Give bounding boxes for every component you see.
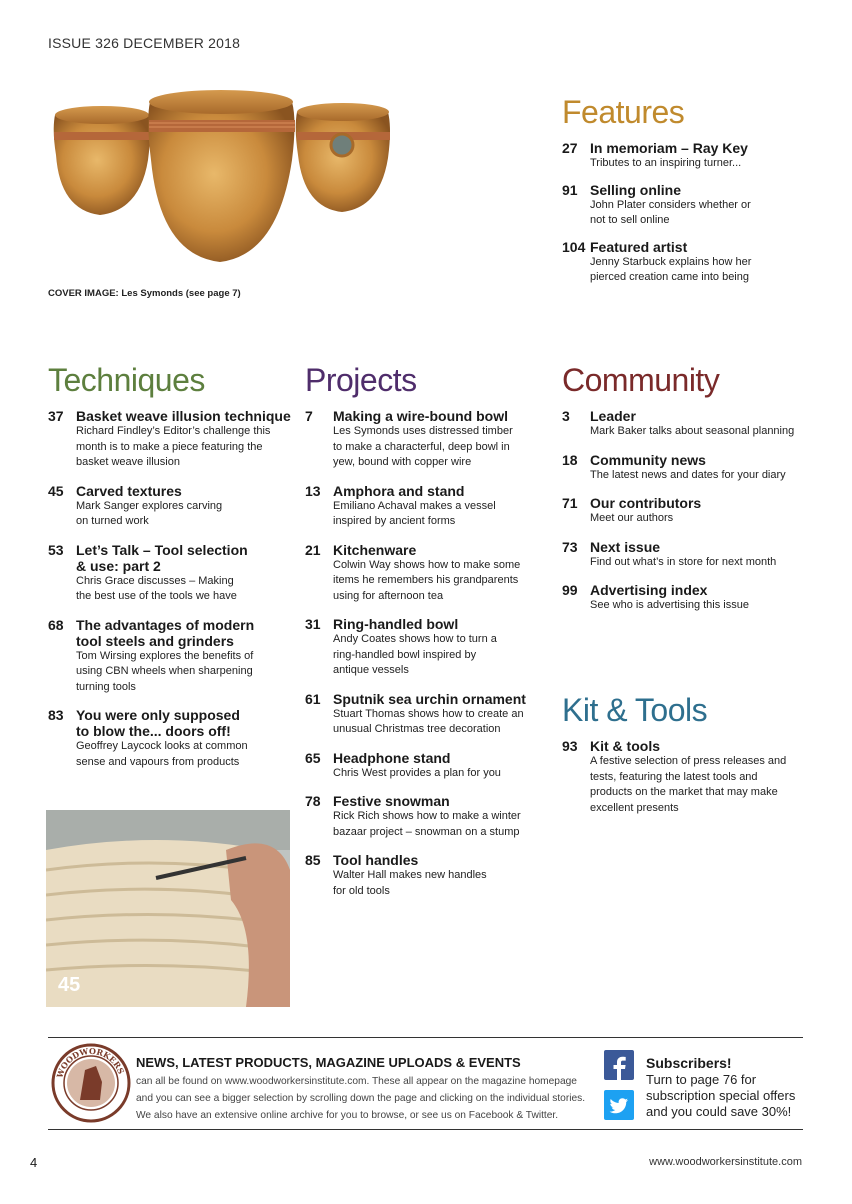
entry-title: Sputnik sea urchin ornament xyxy=(333,690,526,707)
entry-title: Our contributors xyxy=(590,495,702,511)
facebook-icon[interactable] xyxy=(604,1050,634,1080)
woodworkers-institute-seal-logo xyxy=(50,1042,132,1124)
toc-entry[interactable] xyxy=(562,182,832,229)
entry-description: Walter Hall makes new handles for old tools xyxy=(333,869,487,897)
projects-title: Projects xyxy=(305,362,417,398)
entry-title: Kitchenware xyxy=(333,541,417,558)
entry-description: Chris Grace discusses – Making the best use of the tools we have xyxy=(76,574,237,602)
entry-description: Stuart Thomas shows how to create an unusual Christmas tree decoration xyxy=(333,707,524,735)
toc-entry[interactable] xyxy=(48,542,293,605)
page-number: 37 xyxy=(48,408,64,424)
entry-description: Tom Wirsing explores the benefits of using CBN wheels when sharpening turning tools xyxy=(76,649,254,693)
entry-title: Community news xyxy=(590,451,706,468)
entry-title: Advertising index xyxy=(590,582,708,598)
techniques-title: Techniques xyxy=(48,362,205,398)
toc-entry[interactable] xyxy=(562,239,832,286)
subscribers-heading: Subscribers! xyxy=(646,1055,732,1071)
entry-title: Amphora and stand xyxy=(333,482,465,499)
community-title: Community xyxy=(562,362,720,398)
toc-entry[interactable] xyxy=(305,542,550,605)
toc-entry[interactable] xyxy=(562,738,822,816)
page-number: 93 xyxy=(562,738,578,754)
entry-title: You were only supposed to blow the... doors off! xyxy=(76,707,240,739)
page-number: 31 xyxy=(305,616,321,632)
entry-title: Making a wire-bound bowl xyxy=(333,408,508,424)
entry-description: The latest news and dates for your diary xyxy=(590,468,786,481)
carving-photo xyxy=(46,810,290,1007)
entry-title: Headphone stand xyxy=(333,749,451,766)
toc-entry[interactable] xyxy=(48,483,293,530)
entry-title: Featured artist xyxy=(590,238,688,255)
toc-entry[interactable] xyxy=(305,616,550,679)
entry-title: Basket weave illusion technique xyxy=(76,408,291,424)
toc-entry[interactable] xyxy=(305,483,550,530)
news-heading: NEWS, LATEST PRODUCTS, MAGAZINE UPLOADS & EVENTS xyxy=(136,1055,521,1070)
cover-image xyxy=(20,80,420,280)
entry-title: Festive snowman xyxy=(333,793,450,809)
entry-title: Ring-handled bowl xyxy=(333,616,459,632)
page-number: 83 xyxy=(48,707,64,723)
subscribers-body: Turn to page 76 for subscription special offers and you could save 30%! xyxy=(646,1072,796,1119)
page-number: 61 xyxy=(305,690,321,707)
page-number: 85 xyxy=(305,852,321,868)
page-number: 91 xyxy=(562,181,578,198)
page-number: 3 xyxy=(562,408,570,424)
entry-description: Colwin Way shows how to make some items he remembers his grandparents using for afternoon tea xyxy=(333,558,521,602)
entry-title: The advantages of modern tool steels and grinders xyxy=(76,616,255,649)
page-number: 78 xyxy=(305,793,321,809)
entry-description: John Plater considers whether or not to sell online xyxy=(590,198,751,226)
features-title: Features xyxy=(562,94,685,130)
page-number: 53 xyxy=(48,541,64,558)
page-number: 45 xyxy=(48,482,64,499)
toc-entry[interactable] xyxy=(48,408,293,471)
photo-page-label: 45 xyxy=(58,974,81,996)
entry-description: Rick Rich shows how to make a winter bazaar project – snowman on a stump xyxy=(333,810,521,838)
page-number-footer: 4 xyxy=(30,1155,38,1170)
community-section xyxy=(562,364,822,626)
issue-line: ISSUE 326 DECEMBER 2018 xyxy=(48,35,241,51)
entry-description: Find out what’s in store for next month xyxy=(590,555,777,568)
entry-title: Selling online xyxy=(590,181,682,198)
entry-title: Tool handles xyxy=(333,852,419,868)
toc-entry[interactable] xyxy=(562,408,822,440)
entry-description: Emiliano Achaval makes a vessel inspired by ancient forms xyxy=(333,499,496,527)
entry-description: Les Symonds uses distressed timber to make a characterful, deep bowl in yew, bound with copper wire xyxy=(333,425,513,468)
svg-text:WOODWORKERS: WOODWORKERS xyxy=(54,1045,127,1080)
toc-entry[interactable] xyxy=(305,750,550,782)
page-number: 21 xyxy=(305,541,321,558)
entry-title: Leader xyxy=(590,408,636,424)
page-number: 7 xyxy=(305,408,313,424)
techniques-section xyxy=(48,364,293,782)
toc-entry[interactable] xyxy=(48,707,293,770)
toc-entry[interactable] xyxy=(305,852,550,899)
entry-description: Tributes to an inspiring turner... xyxy=(590,157,742,169)
entry-title: Next issue xyxy=(590,538,661,555)
toc-entry[interactable] xyxy=(305,691,550,738)
news-body: can all be found on www.woodworkersinstitute.com. These all appear on the magazine homepage and you can see a bigger selection by scrolling down the page and clicking on the individual stories. We also have an extensive online archive for you to browse, or see us on Facebook & Twitter. xyxy=(136,1076,586,1121)
entry-description: Chris West provides a plan for you xyxy=(333,766,501,779)
entry-description: Meet our authors xyxy=(590,512,674,524)
toc-entry[interactable] xyxy=(48,617,293,696)
entry-description: Mark Baker talks about seasonal planning xyxy=(590,425,795,437)
entry-description: A festive selection of press releases and tests, featuring the latest tools and products on the market that may make excellent presents xyxy=(590,755,787,814)
toc-entry[interactable] xyxy=(562,140,832,172)
entry-title: Let’s Talk – Tool selection & use: part 2 xyxy=(76,541,248,574)
entry-description: See who is advertising this issue xyxy=(590,599,749,611)
entry-description: Jenny Starbuck explains how her pierced creation came into being xyxy=(590,255,752,283)
page-number: 18 xyxy=(562,451,578,468)
toc-entry[interactable] xyxy=(562,582,822,614)
website-url[interactable]: www.woodworkersinstitute.com xyxy=(649,1156,802,1168)
page-number: 27 xyxy=(562,140,578,156)
page-number: 104 xyxy=(562,238,586,255)
kit-tools-title: Kit & Tools xyxy=(562,692,708,728)
page-number: 73 xyxy=(562,538,578,555)
page-number: 65 xyxy=(305,749,321,766)
entry-title: Kit & tools xyxy=(590,738,660,754)
toc-entry[interactable] xyxy=(562,452,822,484)
page-number: 13 xyxy=(305,482,321,499)
info-box xyxy=(48,1037,803,1130)
entry-title: Carved textures xyxy=(76,482,182,499)
entry-description: Mark Sanger explores carving on turned work xyxy=(76,499,223,527)
carving-illustration xyxy=(46,810,290,1007)
page-number: 71 xyxy=(562,495,578,511)
page-number: 68 xyxy=(48,616,64,633)
entry-description: Andy Coates shows how to turn a ring-handled bowl inspired by antique vessels xyxy=(333,633,497,676)
cover-caption: COVER IMAGE: Les Symonds (see page 7) xyxy=(48,288,241,299)
toc-entry[interactable] xyxy=(305,793,550,840)
toc-entry[interactable] xyxy=(305,408,550,471)
entry-description: Richard Findley’s Editor’s challenge this month is to make a piece featuring the basket weave illusion xyxy=(76,425,271,468)
twitter-icon[interactable] xyxy=(604,1090,634,1120)
kit-tools-section xyxy=(562,694,822,828)
toc-entry[interactable] xyxy=(562,495,822,527)
entry-title: In memoriam – Ray Key xyxy=(590,140,748,156)
projects-section xyxy=(305,364,550,911)
entry-description: Geoffrey Laycock looks at common sense and vapours from products xyxy=(76,740,248,768)
page-number: 99 xyxy=(562,582,578,598)
features-section xyxy=(562,96,832,296)
toc-entry[interactable] xyxy=(562,539,822,571)
